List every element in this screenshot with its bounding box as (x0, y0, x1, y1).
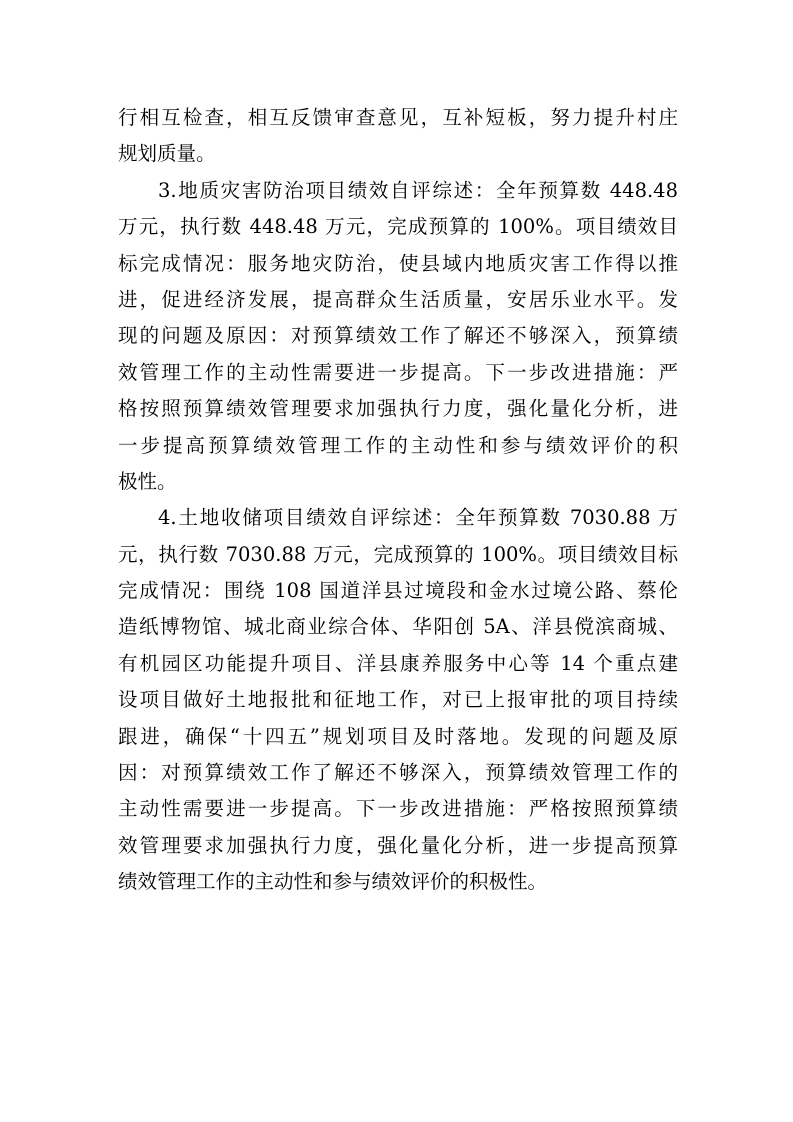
text-line: 一步提高预算绩效管理工作的主动性和参与绩效评价的积 (118, 433, 678, 457)
text-line: 主动性需要进一步提高。下一步改进措施：严格按照预算绩 (118, 797, 678, 821)
text-line: 格按照预算绩效管理要求加强执行力度，强化量化分析，进 (118, 397, 678, 421)
text-line: 绩效管理工作的主动性和参与绩效评价的积极性。 (118, 870, 548, 894)
text-line: 行相互检查，相互反馈审查意见，互补短板，努力提升村庄 (118, 106, 678, 129)
text-line: 标完成情况：服务地灾防治，使县域内地质灾害工作得以推 (118, 251, 678, 275)
text-line: 极性。 (118, 469, 177, 493)
paragraph-village-planning (118, 100, 678, 173)
text-line: 有机园区功能提升项目、洋县康养服务中心等 14 个重点建 (118, 651, 678, 675)
text-line: 造纸博物馆、城北商业综合体、华阳创 5A、洋县傥滨商城、 (118, 615, 678, 639)
text-line: 规划质量。 (118, 142, 216, 166)
paragraph-land-reserve (118, 500, 678, 900)
text-line: 效管理工作的主动性需要进一步提高。下一步改进措施：严 (118, 360, 678, 384)
paragraph-geological-disaster (118, 173, 678, 501)
document-body (118, 100, 678, 901)
text-line: 效管理要求加强执行力度，强化量化分析，进一步提高预算 (118, 833, 678, 857)
text-line: 进，促进经济发展，提高群众生活质量，安居乐业水平。发 (118, 287, 678, 311)
text-line: 因：对预算绩效工作了解还不够深入，预算绩效管理工作的 (118, 761, 678, 785)
text-line: 现的问题及原因：对预算绩效工作了解还不够深入，预算绩 (118, 324, 678, 348)
text-line: 3.地质灾害防治项目绩效自评综述：全年预算数 448.48 (158, 178, 678, 202)
text-line: 4.土地收储项目绩效自评综述：全年预算数 7030.88 万 (158, 506, 678, 530)
text-line: 元，执行数 7030.88 万元，完成预算的 100%。项目绩效目标 (118, 542, 678, 566)
text-line: 跟进，确保“十四五”规划项目及时落地。发现的问题及原 (118, 724, 678, 748)
text-line: 设项目做好土地报批和征地工作，对已上报审批的项目持续 (118, 688, 678, 712)
text-line: 万元，执行数 448.48 万元，完成预算的 100%。项目绩效目 (118, 215, 678, 239)
text-line: 完成情况：围绕 108 国道洋县过境段和金水过境公路、蔡伦 (118, 579, 678, 603)
